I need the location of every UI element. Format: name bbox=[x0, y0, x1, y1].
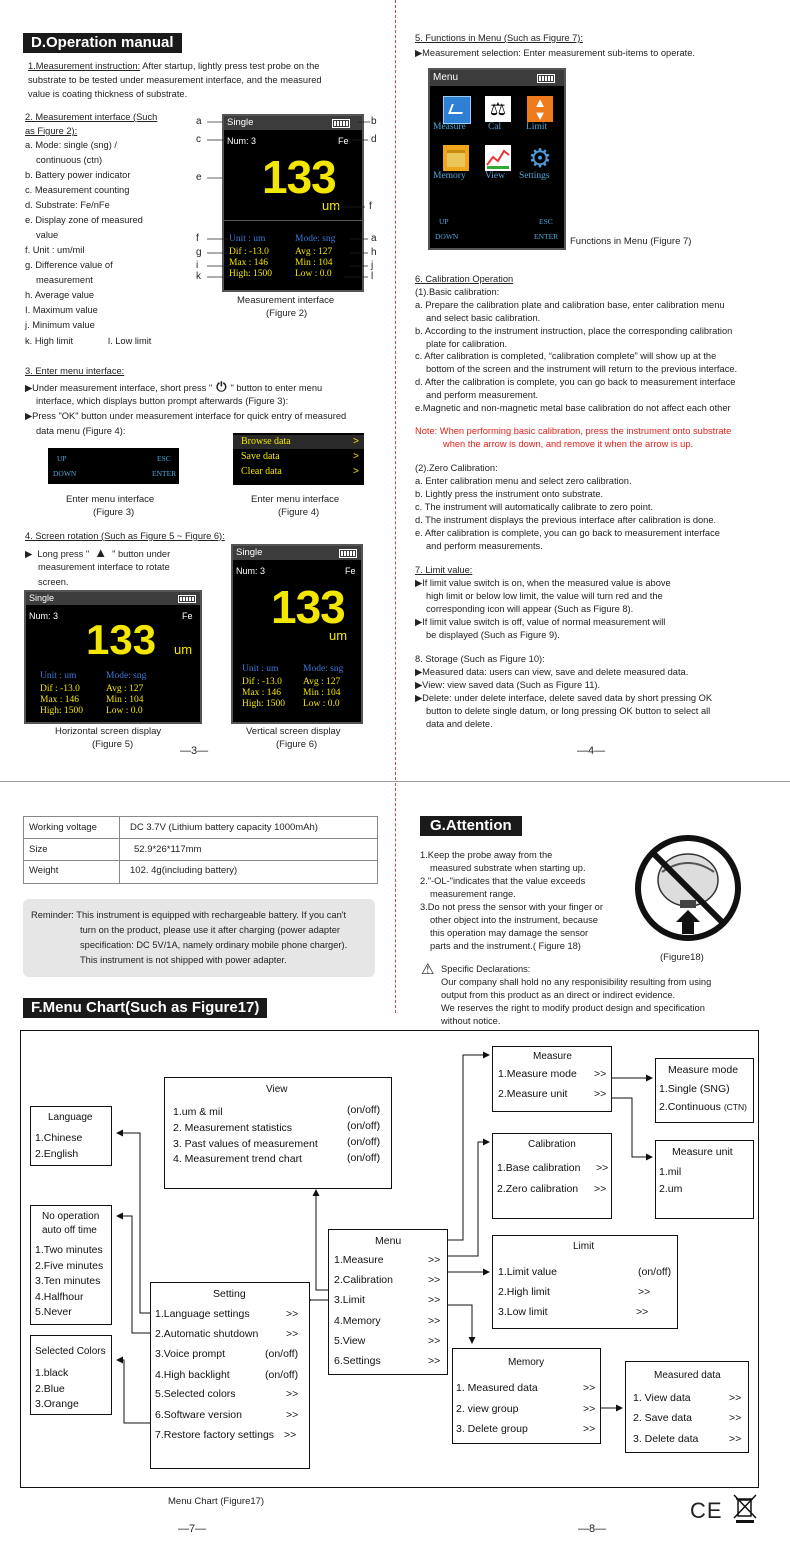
legend-item: I. Maximum value bbox=[25, 305, 98, 315]
instr-line-3: value is coating thickness of substrate. bbox=[28, 89, 188, 99]
box-title: Limit bbox=[573, 1241, 595, 1252]
attention-title: G.Attention bbox=[420, 816, 522, 836]
weee-bin-icon bbox=[733, 1494, 757, 1524]
ce-mark: CE bbox=[690, 1498, 723, 1523]
box-item: 2.English bbox=[35, 1148, 79, 1160]
box-title: Measure unit bbox=[672, 1146, 733, 1158]
box-title: Setting bbox=[213, 1288, 246, 1300]
box-value: >> bbox=[286, 1308, 299, 1320]
box-item: 2.Five minutes bbox=[35, 1260, 104, 1272]
fig3-esc: ESC bbox=[157, 454, 171, 463]
cal-line: plate for calibration. bbox=[426, 339, 508, 349]
chart-box-auto-off bbox=[30, 1205, 112, 1325]
fig3-caption-1: Enter menu interface bbox=[66, 494, 155, 505]
box-title: Memory bbox=[508, 1357, 545, 1368]
fig7-label-cal: Cal bbox=[488, 122, 502, 132]
stat-mode: Mode: sng bbox=[106, 671, 147, 681]
page-number-7: —7— bbox=[178, 1523, 207, 1535]
box-item: 3.Orange bbox=[35, 1398, 79, 1410]
legend-item: value bbox=[36, 230, 59, 240]
box-item: 2. Measurement statistics bbox=[173, 1122, 293, 1134]
reminder-line: specification: DC 5V/1A, namely ordinary mobile phone charger). bbox=[80, 940, 348, 950]
box-value: >> bbox=[636, 1306, 649, 1318]
box-value: >> bbox=[596, 1162, 609, 1174]
fig2-heading-1: 2. Measurement interface (Such bbox=[25, 112, 158, 122]
cal-line: bottom of the screen and the instrument will return to the previous interface. bbox=[426, 364, 738, 374]
fig7-caption: Functions in Menu (Figure 7) bbox=[570, 236, 692, 247]
box-item: 3. Delete group bbox=[456, 1423, 528, 1435]
page-number-8: —8— bbox=[578, 1523, 607, 1535]
box-item: 2.Blue bbox=[35, 1383, 65, 1395]
reminder-line: turn on the product, please use it after charging (power adapter bbox=[80, 925, 340, 935]
stat-mode: Mode: sng bbox=[295, 234, 336, 244]
box-title: Measure mode bbox=[668, 1064, 739, 1076]
instr-head: 1.Measurement instruction: bbox=[28, 61, 141, 71]
screen-value: 133 bbox=[271, 581, 345, 633]
chart-box-memory bbox=[452, 1348, 601, 1444]
up-triangle-icon: ▲ bbox=[94, 545, 108, 560]
box-item: 2. view group bbox=[456, 1403, 519, 1415]
spec-line: We reserves the right to modify product design and specification bbox=[441, 1003, 705, 1013]
screen-substrate: Fe bbox=[182, 611, 193, 621]
fig7-enter: ENTER bbox=[534, 232, 559, 241]
fig4-item-browse: Browse data bbox=[241, 436, 291, 447]
spec-value: 102. 4g(including battery) bbox=[130, 865, 238, 876]
box-value: >> bbox=[729, 1433, 742, 1445]
screen-unit: um bbox=[322, 198, 341, 213]
screen-count: Num: 3 bbox=[236, 566, 266, 576]
spec-label: Weight bbox=[29, 865, 59, 876]
box-value: >> bbox=[428, 1355, 441, 1367]
warning-icon: ⚠ bbox=[421, 961, 435, 978]
rotation-line-2: measurement interface to rotate bbox=[38, 562, 170, 572]
stat-max: Max : 146 bbox=[229, 258, 269, 268]
box-item: 6.Software version bbox=[155, 1409, 242, 1421]
legend-item: c. Measurement counting bbox=[25, 185, 130, 195]
box-value: >> bbox=[428, 1254, 441, 1266]
stat-high: High: 1500 bbox=[40, 706, 84, 716]
box-item: 1.Measure mode bbox=[498, 1068, 577, 1080]
screen-mode: Single bbox=[227, 117, 254, 128]
legend-item: j. Minimum value bbox=[25, 320, 95, 330]
menu-chart-caption: Menu Chart (Figure17) bbox=[168, 1496, 265, 1507]
spec-line: without notice. bbox=[441, 1016, 501, 1026]
stat-max: Max : 146 bbox=[242, 688, 282, 698]
menu-line-3: ▶Press "OK" button under measurement interface for quick entry of measured bbox=[25, 411, 347, 421]
legend-item: b. Battery power indicator bbox=[25, 170, 131, 180]
box-item: 1. Measured data bbox=[456, 1382, 538, 1394]
note-line-1: Note: When performing basic calibration, press the instrument onto substrate bbox=[415, 426, 732, 436]
chart-box-measured-data bbox=[625, 1361, 749, 1453]
legend-item: g. Difference value of bbox=[25, 260, 113, 270]
stat-low: Low : 0.0 bbox=[303, 699, 340, 709]
box-item: 3.Voice prompt bbox=[155, 1348, 226, 1360]
box-title: Measure bbox=[533, 1051, 572, 1062]
attention-line: measurement range. bbox=[430, 889, 516, 899]
menu-heading: 3. Enter menu interface: bbox=[25, 366, 125, 376]
callout-h: h bbox=[371, 247, 377, 258]
box-value: >> bbox=[428, 1274, 441, 1286]
settings-icon: ⚙ bbox=[528, 143, 552, 173]
box-value: >> bbox=[428, 1294, 441, 1306]
menu-line-1: ▶Under measurement interface, short press " ⏻ " button to enter menu bbox=[25, 379, 323, 394]
rotation-line-3: screen. bbox=[38, 577, 69, 587]
fig7-up: UP bbox=[439, 217, 449, 226]
legend-item: l. Low limit bbox=[108, 336, 152, 346]
callout-f-right: f bbox=[369, 201, 372, 212]
box-item: 4.High backlight bbox=[155, 1369, 230, 1381]
box-value: >> bbox=[594, 1088, 607, 1100]
callout-l: l bbox=[371, 271, 374, 282]
chart-box-menu bbox=[328, 1229, 448, 1375]
stat-high: High: 1500 bbox=[229, 269, 273, 279]
page-number-3: —3— bbox=[180, 745, 209, 757]
reminder-line: This instrument is not shipped with power adapter. bbox=[80, 955, 287, 965]
stat-high: High: 1500 bbox=[242, 699, 286, 709]
screen-mode: Single bbox=[29, 593, 55, 603]
callout-k: k bbox=[196, 271, 201, 282]
callout-e: e bbox=[196, 172, 202, 183]
box-title: Calibration bbox=[528, 1139, 576, 1150]
box-value: >> bbox=[638, 1286, 651, 1298]
callout-a: a bbox=[196, 116, 202, 127]
box-item: 1.Base calibration bbox=[497, 1162, 581, 1174]
attention-line: 2."-OL-"indicates that the value exceeds bbox=[420, 876, 586, 886]
spec-value: DC 3.7V (Lithium battery capacity 1000mAh) bbox=[130, 822, 318, 833]
box-item: 2.Measure unit bbox=[498, 1088, 568, 1100]
box-value: >> bbox=[729, 1412, 742, 1424]
chart-box-measure-unit bbox=[655, 1140, 754, 1219]
box-value: (on/off) bbox=[265, 1369, 299, 1381]
screen-count: Num: 3 bbox=[29, 611, 59, 621]
rotation-heading: 4. Screen rotation (Such as Figure 5 ~ Figure 6): bbox=[25, 531, 225, 541]
box-title: Menu bbox=[375, 1235, 402, 1247]
screen-value: 133 bbox=[262, 151, 336, 203]
fig3-enter: ENTER bbox=[152, 469, 177, 478]
calibration-sub: (1).Basic calibration: bbox=[415, 287, 500, 297]
box-value: >> bbox=[583, 1423, 596, 1435]
box-item: 5.Selected colors bbox=[155, 1388, 236, 1400]
cal-line: b. According to the instrument instruction, place the corresponding calibration bbox=[415, 326, 733, 336]
stat-avg: Avg : 127 bbox=[295, 247, 333, 257]
fig3-down: DOWN bbox=[53, 469, 77, 478]
spec-line: output from this product as an direct or indirect evidence. bbox=[441, 990, 676, 1000]
legend-item: k. High limit bbox=[25, 336, 74, 346]
fig7-label-view: View bbox=[485, 171, 506, 181]
zero-line: c. The instrument will automatically calibrate to zero point. bbox=[415, 502, 654, 512]
box-item: 1.Single (SNG) bbox=[659, 1083, 730, 1095]
storage-line: data and delete. bbox=[426, 719, 493, 729]
chart-box-measure-mode bbox=[655, 1058, 754, 1123]
section-title-operation-manual: D.Operation manual bbox=[23, 33, 182, 53]
chart-box-language bbox=[30, 1106, 112, 1166]
screen-mode: Single bbox=[236, 547, 263, 558]
box-value: >> bbox=[583, 1403, 596, 1415]
chart-box-calibration bbox=[492, 1133, 612, 1219]
callout-a2: a bbox=[371, 233, 377, 244]
box-value: >> bbox=[594, 1068, 607, 1080]
cal-line: a. Prepare the calibration plate and calibration base, enter calibration menu bbox=[415, 300, 725, 310]
fig7-label-settings: Settings bbox=[519, 171, 550, 181]
stat-dif: Dif : -13.0 bbox=[40, 684, 80, 694]
spec-label: Size bbox=[29, 844, 48, 855]
box-item: 6.Settings bbox=[334, 1355, 381, 1367]
limit-line: high limit or below low limit, the value will turn red and the bbox=[426, 591, 663, 601]
fig7-esc: ESC bbox=[539, 217, 553, 226]
callout-c: c bbox=[196, 134, 201, 145]
menu-chart-title: F.Menu Chart(Such as Figure17) bbox=[23, 998, 267, 1018]
rotation-line-1: ▶ Long press " ▲ " button under bbox=[25, 545, 171, 560]
legend-item: continuous (ctn) bbox=[36, 155, 103, 165]
box-item: 2.High limit bbox=[498, 1286, 550, 1298]
storage-line: ▶View: view saved data (Such as Figure 11). bbox=[415, 680, 601, 690]
callout-g: g bbox=[196, 247, 202, 258]
zero-line: and perform measurements. bbox=[426, 541, 543, 551]
functions-heading: 5. Functions in Menu (Such as Figure 7): bbox=[415, 33, 583, 43]
chart-box-selected-colors bbox=[30, 1335, 112, 1415]
stat-low: Low : 0.0 bbox=[106, 706, 143, 716]
fig7-label-measure: Measure bbox=[433, 122, 466, 132]
spec-heading: Specific Declarations: bbox=[441, 964, 531, 974]
note-line-2: when the arrow is down, and remove it when the arrow is up. bbox=[443, 439, 694, 449]
fig7-title: Menu bbox=[433, 72, 459, 83]
box-title: auto off time bbox=[42, 1225, 97, 1236]
legend-item: measurement bbox=[36, 275, 93, 285]
screen-unit: um bbox=[329, 628, 348, 643]
box-item: 2.Zero calibration bbox=[497, 1183, 579, 1195]
box-title: View bbox=[266, 1084, 288, 1095]
box-value: (on/off) bbox=[347, 1104, 381, 1116]
storage-heading: 8. Storage (Such as Figure 10): bbox=[415, 654, 545, 664]
callout-f: f bbox=[196, 233, 199, 244]
screen-unit: um bbox=[174, 642, 193, 657]
cal-line: and select basic calibration. bbox=[426, 313, 541, 323]
box-value: (on/off) bbox=[347, 1152, 381, 1164]
instr-line-2: substrate to be tested under measurement interface, and the measured bbox=[28, 75, 322, 85]
zero-line: d. The instrument displays the previous interface after calibration is done. bbox=[415, 515, 717, 525]
spec-label: Working voltage bbox=[29, 822, 97, 833]
box-item: 4.Memory bbox=[334, 1315, 381, 1327]
fig2-heading-2: as Figure 2): bbox=[25, 126, 78, 136]
box-item: 1.black bbox=[35, 1367, 69, 1379]
box-title: No operation bbox=[42, 1211, 100, 1222]
box-item: 2. Save data bbox=[633, 1412, 692, 1424]
limit-line: ▶If limit value switch is off, value of normal measurement will bbox=[415, 617, 666, 627]
box-item: 2.Automatic shutdown bbox=[155, 1328, 259, 1340]
box-title: Language bbox=[48, 1112, 93, 1123]
box-value: >> bbox=[284, 1429, 297, 1441]
legend-item: h. Average value bbox=[25, 290, 95, 300]
attention-line: other object into the instrument, because bbox=[430, 915, 598, 925]
cal-line: c. After calibration is completed, “calibration complete” will show up at the bbox=[415, 351, 717, 361]
box-item: 1.um & mil bbox=[173, 1106, 223, 1118]
box-item: 1. View data bbox=[633, 1392, 691, 1404]
stat-low: Low : 0.0 bbox=[295, 269, 332, 279]
fig4-caption-1: Enter menu interface bbox=[251, 494, 340, 505]
menu-line-4: data menu (Figure 4): bbox=[36, 426, 126, 436]
box-item: 3. Delete data bbox=[633, 1433, 699, 1445]
box-item: 1.Two minutes bbox=[35, 1244, 103, 1256]
cal-icon: ⚖ bbox=[485, 96, 511, 122]
box-item: 2.um bbox=[659, 1183, 683, 1195]
limit-heading: 7. Limit value: bbox=[415, 565, 473, 575]
chart-box-limit bbox=[492, 1235, 678, 1329]
instr-rest: After startup, lightly press test probe on the bbox=[140, 61, 320, 71]
attention-line: 1.Keep the probe away from the bbox=[420, 850, 553, 860]
limit-icon: ▲ ▼ bbox=[527, 96, 553, 122]
box-value: (on/off) bbox=[638, 1266, 672, 1278]
zero-line: b. Lightly press the instrument onto substrate. bbox=[415, 489, 604, 499]
box-value: >> bbox=[729, 1392, 742, 1404]
box-value: >> bbox=[286, 1328, 299, 1340]
fig4-arrow: > bbox=[353, 466, 359, 477]
page-number-4: —4— bbox=[577, 745, 606, 757]
stat-unit: Unit : um bbox=[229, 234, 266, 244]
callout-j: j bbox=[371, 260, 374, 271]
box-item: 1.Limit value bbox=[498, 1266, 557, 1278]
stat-mode: Mode: sng bbox=[303, 664, 344, 674]
box-item: 2.Continuous (CTN) bbox=[659, 1101, 747, 1113]
fig7-label-memory: Memory bbox=[433, 171, 466, 181]
stat-avg: Avg : 127 bbox=[106, 684, 144, 694]
storage-line: ▶Measured data: users can view, save and delete measured data. bbox=[415, 667, 689, 677]
stat-dif: Dif : -13.0 bbox=[229, 247, 269, 257]
fig7-down: DOWN bbox=[435, 232, 459, 241]
chart-box-measure bbox=[492, 1046, 612, 1112]
box-value: >> bbox=[428, 1335, 441, 1347]
zero-line: e. After calibration is complete, you can go back to measurement interface bbox=[415, 528, 720, 538]
fig5-caption-2: (Figure 5) bbox=[92, 739, 134, 750]
attention-line: this operation may damage the sensor bbox=[430, 928, 589, 938]
box-value: >> bbox=[583, 1382, 596, 1394]
fig4-item-save: Save data bbox=[241, 451, 280, 462]
storage-line: button to delete single datum, or long pressing OK button to select all bbox=[426, 706, 711, 716]
fig4-arrow: > bbox=[353, 436, 359, 447]
reminder-line: Reminder: This instrument is equipped with rechargeable battery. If you can't bbox=[31, 910, 347, 920]
screen-value: 133 bbox=[86, 616, 157, 663]
functions-line: ▶Measurement selection: Enter measurement sub-items to operate. bbox=[415, 48, 695, 58]
fig2-caption-2: (Figure 2) bbox=[266, 308, 308, 319]
stat-avg: Avg : 127 bbox=[303, 677, 341, 687]
stat-min: Min : 104 bbox=[106, 695, 144, 705]
box-item: 4. Measurement trend chart bbox=[173, 1153, 302, 1165]
fig3-caption-2: (Figure 3) bbox=[93, 507, 135, 518]
stat-max: Max : 146 bbox=[40, 695, 80, 705]
menu-line-2: interface, which displays button prompt afterwards (Figure 3): bbox=[36, 396, 289, 406]
attention-line: measured substrate when starting up. bbox=[430, 863, 586, 873]
box-title: Selected Colors bbox=[35, 1346, 106, 1357]
box-item: 1.Language settings bbox=[155, 1308, 250, 1320]
box-value: >> bbox=[286, 1388, 299, 1400]
spec-line: Our company shall hold no any responisibility resulting from using bbox=[441, 977, 712, 987]
fig3-up: UP bbox=[57, 454, 67, 463]
box-item: 3.Low limit bbox=[498, 1306, 548, 1318]
fig2-caption-1: Measurement interface bbox=[237, 295, 335, 306]
chart-box-setting bbox=[150, 1282, 310, 1469]
zero-heading: (2).Zero Calibration: bbox=[415, 463, 498, 473]
stat-dif: Dif : -13.0 bbox=[242, 677, 282, 687]
screen-substrate: Fe bbox=[338, 136, 349, 146]
screen-count: Num: 3 bbox=[227, 136, 257, 146]
fig4-arrow: > bbox=[353, 451, 359, 462]
storage-line: ▶Delete: under delete interface, delete saved data by short pressing OK bbox=[415, 693, 713, 703]
cal-line: and perform measurement. bbox=[426, 390, 539, 400]
zero-line: a. Enter calibration menu and select zero calibration. bbox=[415, 476, 632, 486]
callout-i: i bbox=[196, 260, 199, 271]
fig6-caption-1: Vertical screen display bbox=[246, 726, 341, 737]
box-value: (on/off) bbox=[347, 1136, 381, 1148]
box-item: 1.Measure bbox=[334, 1254, 384, 1266]
box-value: >> bbox=[594, 1183, 607, 1195]
legend-item: e. Display zone of measured bbox=[25, 215, 143, 225]
limit-line: be displayed (Such as Figure 9). bbox=[426, 630, 560, 640]
attention-line: parts and the instrument.( Figure 18) bbox=[430, 941, 581, 951]
box-item: 1.Chinese bbox=[35, 1132, 83, 1144]
fig18-caption: (Figure18) bbox=[660, 952, 704, 963]
stat-min: Min : 104 bbox=[303, 688, 341, 698]
fig5-caption-1: Horizontal screen display bbox=[55, 726, 162, 737]
box-item: 1.mil bbox=[659, 1166, 682, 1178]
fig7-label-limit: Limit bbox=[526, 122, 548, 132]
chart-box-view bbox=[164, 1077, 392, 1189]
box-item: 7.Restore factory settings bbox=[155, 1429, 275, 1441]
box-item: 3. Past values of measurement bbox=[173, 1138, 318, 1150]
stat-unit: Unit : um bbox=[40, 671, 77, 681]
box-item: 4.Halfhour bbox=[35, 1291, 84, 1303]
box-item: 3.Ten minutes bbox=[35, 1275, 101, 1287]
box-value: (on/off) bbox=[265, 1348, 299, 1360]
box-item: 3.Limit bbox=[334, 1294, 365, 1306]
box-item: 2.Calibration bbox=[334, 1274, 393, 1286]
power-icon: ⏻ bbox=[216, 379, 227, 394]
stat-unit: Unit : um bbox=[242, 664, 279, 674]
box-value: >> bbox=[428, 1315, 441, 1327]
box-item: 5.Never bbox=[35, 1306, 72, 1318]
fig4-item-clear: Clear data bbox=[241, 466, 282, 477]
limit-line: ▶If limit value switch is on, when the measured value is above bbox=[415, 578, 671, 588]
box-value: >> bbox=[286, 1409, 299, 1421]
legend-item: f. Unit : um/mil bbox=[25, 245, 85, 255]
calibration-heading: 6. Calibration Operation bbox=[415, 274, 514, 284]
screen-substrate: Fe bbox=[345, 566, 356, 576]
callout-d: d bbox=[371, 134, 377, 145]
spec-value: 52.9*26*117mm bbox=[134, 844, 202, 855]
box-value: (on/off) bbox=[347, 1120, 381, 1132]
fig6-caption-2: (Figure 6) bbox=[276, 739, 318, 750]
cal-line: d. After the calibration is complete, you can go back to measurement interface bbox=[415, 377, 736, 387]
limit-line: corresponding icon will appear (Such as Figure 8). bbox=[426, 604, 634, 614]
legend-item: d. Substrate: Fe/nFe bbox=[25, 200, 110, 210]
legend-item: a. Mode: single (sng) / bbox=[25, 140, 117, 150]
cal-line: e.Magnetic and non-magnetic metal base calibration do not affect each other bbox=[415, 403, 731, 413]
stat-min: Min : 104 bbox=[295, 258, 333, 268]
box-item: 5.View bbox=[334, 1335, 366, 1347]
fig4-caption-2: (Figure 4) bbox=[278, 507, 320, 518]
box-title: Measured data bbox=[654, 1370, 721, 1381]
attention-line: 3.Do not press the sensor with your finger or bbox=[420, 902, 603, 912]
callout-b: b bbox=[371, 116, 377, 127]
